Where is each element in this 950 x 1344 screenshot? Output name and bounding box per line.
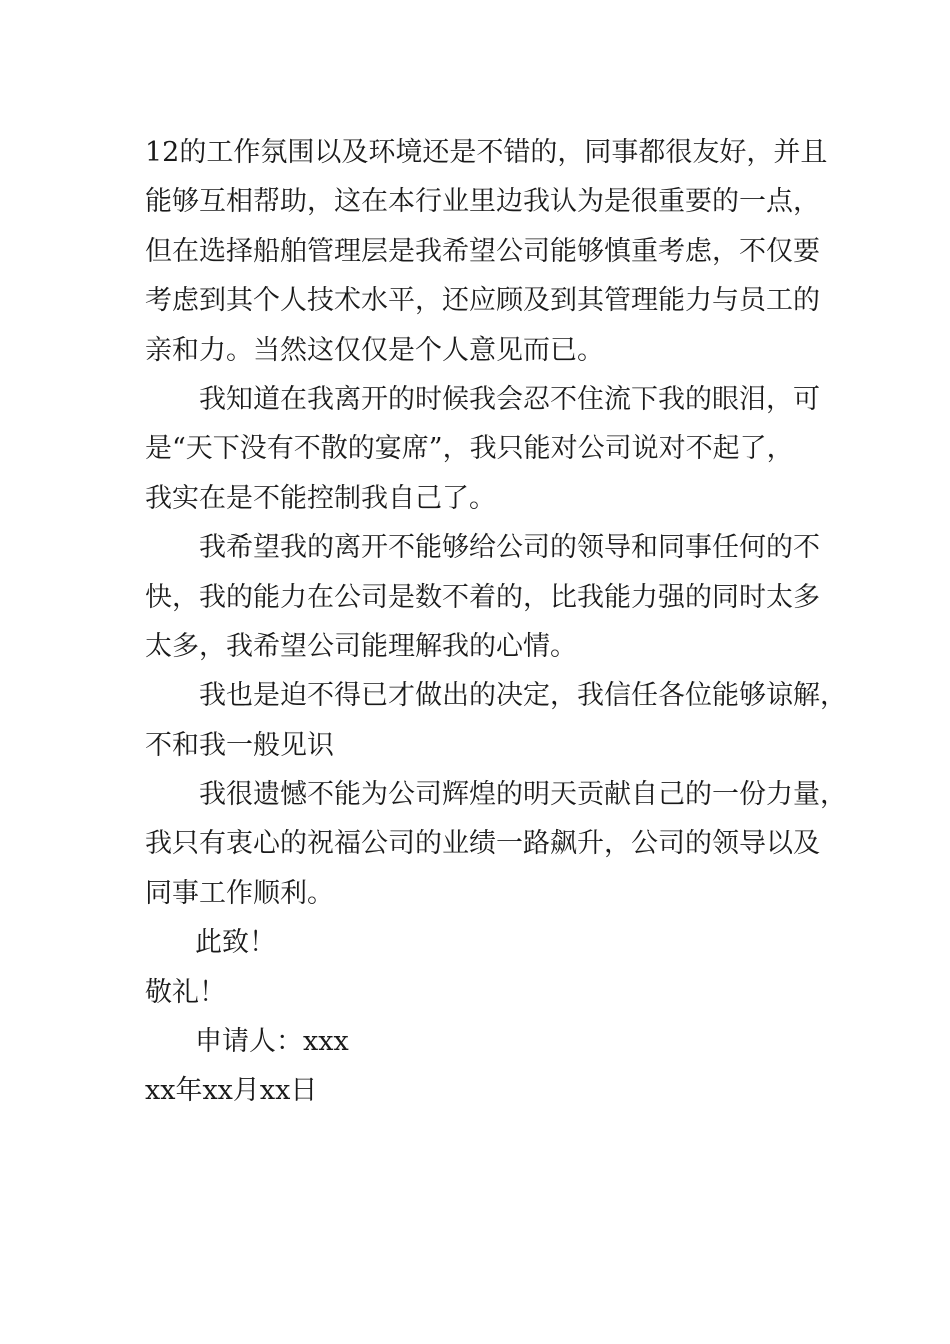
paragraph-2-line-1: 我知道在我离开的时候我会忍不住流下我的眼泪，可: [199, 383, 820, 415]
paragraph-5-line-2: 我只有衷心的祝福公司的业绩一路飙升，公司的领导以及: [145, 828, 820, 860]
paragraph-5-line-3: 同事工作顺利。: [145, 877, 334, 909]
paragraph-3-line-3: 太多，我希望公司能理解我的心情。: [145, 630, 577, 662]
letter-body: [145, 128, 845, 1116]
paragraph-5-line-1: 我很遗憾不能为公司辉煌的明天贡献自己的一份力量，: [199, 779, 847, 811]
paragraph-3-line-2: 快，我的能力在公司是数不着的，比我能力强的同时太多: [145, 581, 820, 613]
paragraph-1-line-3: 但在选择船舶管理层是我希望公司能够慎重考虑，不仅要: [145, 235, 820, 267]
paragraph-4-line-2: 不和我一般见识: [145, 729, 334, 761]
paragraph-3-line-1: 我希望我的离开不能够给公司的领导和同事任何的不: [199, 532, 820, 564]
paragraph-1-line-5: 亲和力。当然这仅仅是个人意见而已。: [145, 334, 604, 366]
paragraph-1-line-2: 能够互相帮助，这在本行业里边我认为是很重要的一点，: [145, 186, 820, 218]
paragraph-1-line-1: 12的工作氛围以及环境还是不错的，同事都很友好，并且: [145, 137, 828, 168]
paragraph-2-line-3: 我实在是不能控制我自己了。: [145, 482, 496, 514]
closing-regards: 敬礼！: [145, 976, 226, 1008]
paragraph-4-line-1: 我也是迫不得已才做出的决定，我信任各位能够谅解，: [199, 680, 847, 712]
paragraph-1-line-4: 考虑到其个人技术水平，还应顾及到其管理能力与员工的: [145, 285, 820, 317]
closing-salutation: 此致！: [195, 927, 276, 959]
letter-date: xx年xx月xx日: [145, 1075, 318, 1107]
paragraph-2-line-2: 是“天下没有不散的宴席”，我只能对公司说对不起了，: [145, 433, 794, 465]
applicant-signature: 申请人：xxx: [195, 1026, 349, 1058]
